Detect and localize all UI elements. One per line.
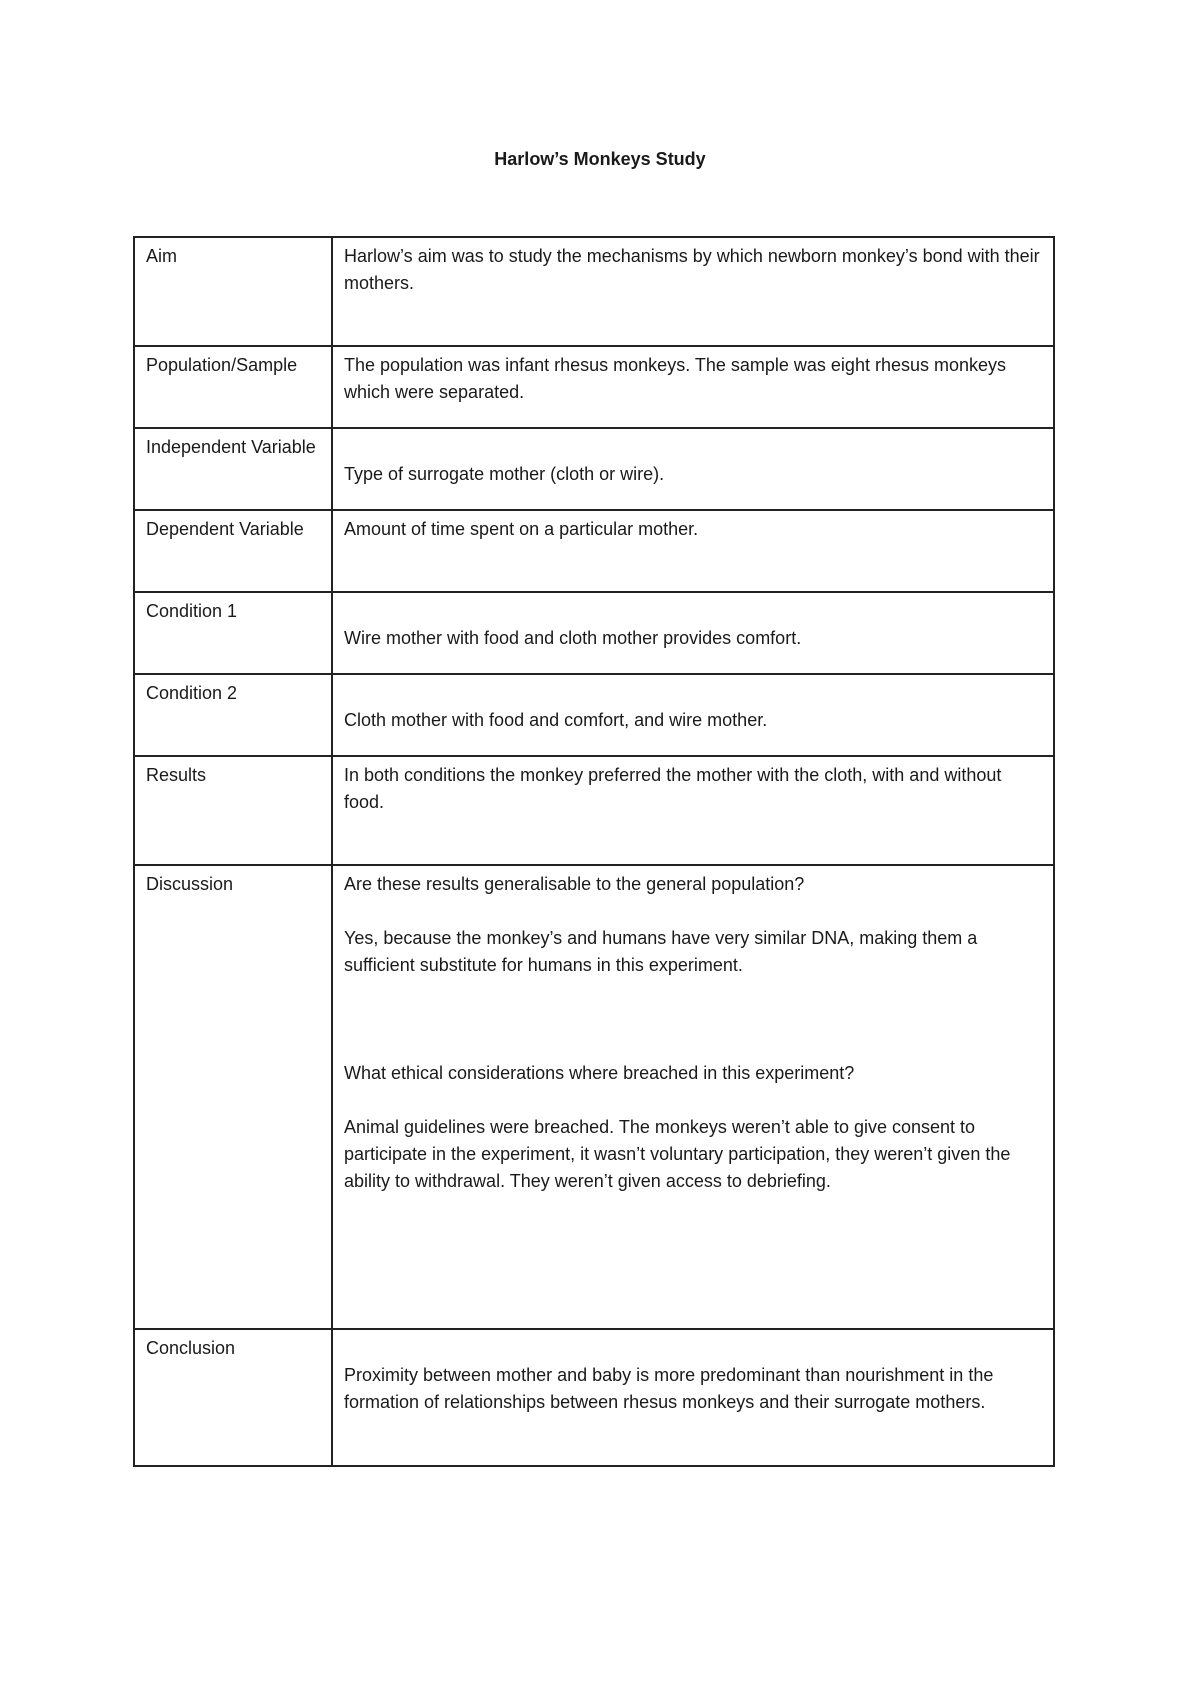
table-row-conclusion bbox=[134, 1329, 1054, 1466]
row-label-condition-2: Condition 2 bbox=[134, 674, 332, 756]
row-label-dependent-variable: Dependent Variable bbox=[134, 510, 332, 592]
row-value-condition-1 bbox=[332, 592, 1054, 674]
row-value-conclusion bbox=[332, 1329, 1054, 1466]
table-row-population bbox=[134, 346, 1054, 428]
page-title: Harlow’s Monkeys Study bbox=[494, 149, 706, 169]
condition-1-text: Wire mother with food and cloth mother provides comfort. bbox=[344, 628, 802, 648]
table-row-aim bbox=[134, 237, 1054, 346]
table-row-discussion bbox=[134, 865, 1054, 1329]
row-value-independent-variable bbox=[332, 428, 1054, 510]
row-label-population: Population/Sample bbox=[134, 346, 332, 428]
table-row-condition-1 bbox=[134, 592, 1054, 674]
row-label-conclusion: Conclusion bbox=[134, 1329, 332, 1466]
results-text: In both conditions the monkey preferred the mother with the cloth, with and without food. bbox=[344, 765, 1002, 812]
conclusion-text: Proximity between mother and baby is more predominant than nourishment in the formation of relationships between rhesus monkeys and their surrogate mothers. bbox=[344, 1365, 994, 1412]
row-value-results bbox=[332, 756, 1054, 865]
independent-variable-text: Type of surrogate mother (cloth or wire). bbox=[344, 464, 665, 484]
table-row-condition-2 bbox=[134, 674, 1054, 756]
row-value-aim bbox=[332, 237, 1054, 346]
row-value-discussion bbox=[332, 865, 1054, 1329]
dependent-variable-text: Amount of time spent on a particular mother. bbox=[344, 519, 699, 539]
row-value-population bbox=[332, 346, 1054, 428]
row-value-condition-2 bbox=[332, 674, 1054, 756]
study-table bbox=[133, 236, 1055, 1467]
discussion-answer-1: Yes, because the monkey’s and humans have very similar DNA, making them a sufficient substitute for humans in this experiment. bbox=[344, 928, 978, 975]
condition-2-text: Cloth mother with food and comfort, and wire mother. bbox=[344, 710, 768, 730]
table-row-independent-variable bbox=[134, 428, 1054, 510]
discussion-question-2: What ethical considerations where breached in this experiment? bbox=[344, 1063, 855, 1083]
row-label-independent-variable: Independent Variable bbox=[134, 428, 332, 510]
row-value-dependent-variable bbox=[332, 510, 1054, 592]
row-label-aim: Aim bbox=[134, 237, 332, 346]
row-label-condition-1: Condition 1 bbox=[134, 592, 332, 674]
discussion-answer-2: Animal guidelines were breached. The monkeys weren’t able to give consent to participate in the experiment, it wasn’t voluntary participation, they weren’t given the ability to withdrawal. They weren’t given access to debriefing. bbox=[344, 1117, 1011, 1191]
population-text: The population was infant rhesus monkeys. The sample was eight rhesus monkeys which were separated. bbox=[344, 355, 1007, 402]
table-row-dependent-variable bbox=[134, 510, 1054, 592]
row-label-results: Results bbox=[134, 756, 332, 865]
aim-text: Harlow’s aim was to study the mechanisms by which newborn monkey’s bond with their mothers. bbox=[344, 246, 1040, 293]
discussion-question-1: Are these results generalisable to the general population? bbox=[344, 874, 805, 894]
row-label-discussion: Discussion bbox=[134, 865, 332, 1329]
table-row-results bbox=[134, 756, 1054, 865]
